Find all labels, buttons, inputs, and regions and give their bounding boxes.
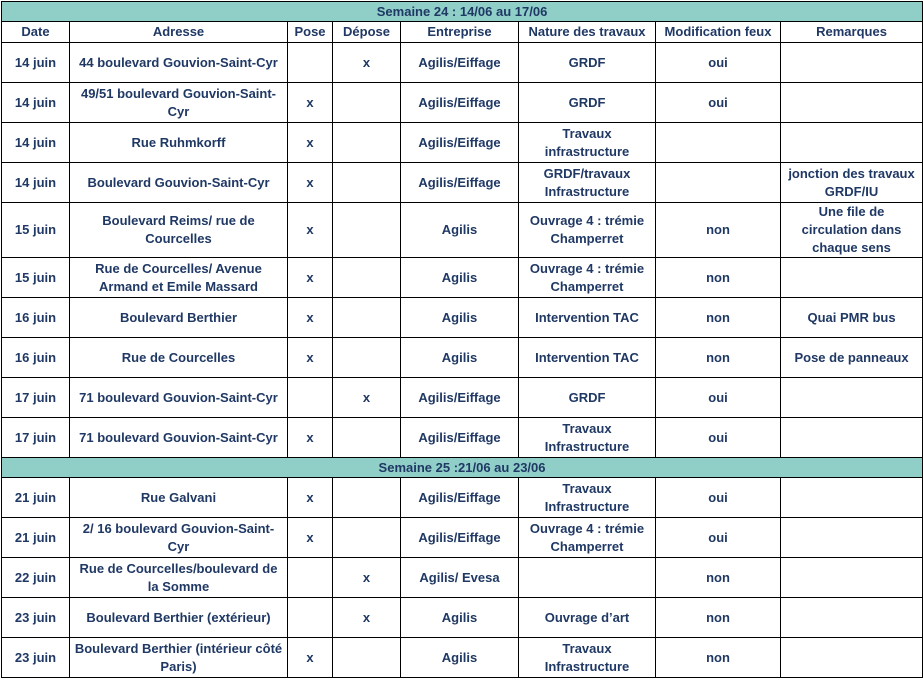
cell-entreprise: Agilis/Eiffage xyxy=(401,378,519,418)
cell-modification: non xyxy=(656,558,781,598)
cell-date: 17 juin xyxy=(2,418,70,458)
cell-date: 15 juin xyxy=(2,258,70,298)
cell-modification: non xyxy=(656,258,781,298)
cell-remarques: Quai PMR bus xyxy=(781,298,923,338)
cell-entreprise: Agilis xyxy=(401,298,519,338)
cell-depose xyxy=(333,338,401,378)
cell-adresse: 71 boulevard Gouvion-Saint-Cyr xyxy=(70,418,288,458)
week-title: Semaine 25 :21/06 au 23/06 xyxy=(2,458,923,478)
cell-adresse: 2/ 16 boulevard Gouvion-Saint-Cyr xyxy=(70,518,288,558)
cell-adresse: Rue de Courcelles/boulevard de la Somme xyxy=(70,558,288,598)
cell-date: 21 juin xyxy=(2,478,70,518)
cell-adresse: 44 boulevard Gouvion-Saint-Cyr xyxy=(70,43,288,83)
cell-depose xyxy=(333,298,401,338)
cell-adresse: Rue Galvani xyxy=(70,478,288,518)
cell-depose xyxy=(333,83,401,123)
cell-nature: Travaux infrastructure xyxy=(519,123,656,163)
cell-remarques xyxy=(781,558,923,598)
cell-pose: x xyxy=(288,203,333,258)
cell-date: 14 juin xyxy=(2,83,70,123)
cell-pose: x xyxy=(288,258,333,298)
cell-nature: Ouvrage d’art xyxy=(519,598,656,638)
cell-adresse: Rue de Courcelles xyxy=(70,338,288,378)
cell-nature: GRDF xyxy=(519,378,656,418)
cell-remarques xyxy=(781,478,923,518)
cell-modification: non xyxy=(656,298,781,338)
cell-remarques xyxy=(781,123,923,163)
cell-nature: Ouvrage 4 : trémie Champerret xyxy=(519,518,656,558)
table-row xyxy=(2,478,923,518)
cell-depose xyxy=(333,258,401,298)
cell-date: 21 juin xyxy=(2,518,70,558)
column-header-pose: Pose xyxy=(288,22,333,43)
cell-modification: oui xyxy=(656,378,781,418)
column-header-date: Date xyxy=(2,22,70,43)
cell-remarques xyxy=(781,43,923,83)
week-header-row xyxy=(2,458,923,478)
cell-modification: non xyxy=(656,203,781,258)
cell-nature: Travaux Infrastructure xyxy=(519,418,656,458)
week-header-row xyxy=(2,2,923,22)
cell-pose: x xyxy=(288,478,333,518)
cell-date: 16 juin xyxy=(2,298,70,338)
column-header-entreprise: Entreprise xyxy=(401,22,519,43)
cell-entreprise: Agilis xyxy=(401,203,519,258)
cell-entreprise: Agilis/Eiffage xyxy=(401,478,519,518)
cell-entreprise: Agilis/Eiffage xyxy=(401,163,519,203)
cell-depose xyxy=(333,518,401,558)
cell-date: 14 juin xyxy=(2,43,70,83)
cell-date: 22 juin xyxy=(2,558,70,598)
cell-entreprise: Agilis/Eiffage xyxy=(401,43,519,83)
cell-remarques xyxy=(781,638,923,678)
table-row xyxy=(2,123,923,163)
cell-date: 14 juin xyxy=(2,123,70,163)
cell-entreprise: Agilis xyxy=(401,598,519,638)
cell-depose xyxy=(333,123,401,163)
cell-pose: x xyxy=(288,163,333,203)
cell-remarques xyxy=(781,518,923,558)
cell-pose xyxy=(288,378,333,418)
table-row xyxy=(2,338,923,378)
column-header-nature: Nature des travaux xyxy=(519,22,656,43)
cell-adresse: Boulevard Gouvion-Saint-Cyr xyxy=(70,163,288,203)
cell-nature xyxy=(519,558,656,598)
cell-modification: oui xyxy=(656,518,781,558)
cell-nature: Ouvrage 4 : trémie Champerret xyxy=(519,258,656,298)
column-header-modification: Modification feux xyxy=(656,22,781,43)
table-row xyxy=(2,258,923,298)
cell-adresse: Boulevard Berthier (extérieur) xyxy=(70,598,288,638)
cell-pose: x xyxy=(288,298,333,338)
cell-adresse: 71 boulevard Gouvion-Saint-Cyr xyxy=(70,378,288,418)
column-header-adresse: Adresse xyxy=(70,22,288,43)
cell-pose xyxy=(288,43,333,83)
table-row xyxy=(2,43,923,83)
cell-depose xyxy=(333,418,401,458)
cell-modification: oui xyxy=(656,43,781,83)
works-schedule-table xyxy=(1,1,923,678)
cell-remarques: Pose de panneaux xyxy=(781,338,923,378)
cell-pose: x xyxy=(288,418,333,458)
table-row xyxy=(2,298,923,338)
cell-remarques xyxy=(781,258,923,298)
table-row xyxy=(2,558,923,598)
column-header-row xyxy=(2,22,923,43)
table-row xyxy=(2,203,923,258)
cell-depose: x xyxy=(333,558,401,598)
cell-remarques xyxy=(781,378,923,418)
cell-adresse: Boulevard Reims/ rue de Courcelles xyxy=(70,203,288,258)
week-title: Semaine 24 : 14/06 au 17/06 xyxy=(2,2,923,22)
cell-entreprise: Agilis/ Evesa xyxy=(401,558,519,598)
cell-depose xyxy=(333,638,401,678)
cell-entreprise: Agilis/Eiffage xyxy=(401,123,519,163)
cell-modification: non xyxy=(656,598,781,638)
table-row xyxy=(2,598,923,638)
cell-pose: x xyxy=(288,83,333,123)
cell-nature: Intervention TAC xyxy=(519,298,656,338)
cell-adresse: Rue Ruhmkorff xyxy=(70,123,288,163)
cell-nature: Travaux Infrastructure xyxy=(519,478,656,518)
cell-date: 23 juin xyxy=(2,598,70,638)
cell-adresse: Boulevard Berthier xyxy=(70,298,288,338)
cell-pose: x xyxy=(288,518,333,558)
cell-modification: oui xyxy=(656,418,781,458)
cell-nature: GRDF/travaux Infrastructure xyxy=(519,163,656,203)
cell-pose xyxy=(288,558,333,598)
cell-pose: x xyxy=(288,638,333,678)
cell-depose xyxy=(333,203,401,258)
table-row xyxy=(2,518,923,558)
cell-remarques xyxy=(781,418,923,458)
cell-remarques: Une file de circulation dans chaque sens xyxy=(781,203,923,258)
column-header-depose: Dépose xyxy=(333,22,401,43)
cell-depose: x xyxy=(333,378,401,418)
cell-depose xyxy=(333,478,401,518)
cell-date: 17 juin xyxy=(2,378,70,418)
cell-nature: GRDF xyxy=(519,83,656,123)
cell-modification xyxy=(656,123,781,163)
cell-adresse: 49/51 boulevard Gouvion-Saint-Cyr xyxy=(70,83,288,123)
cell-modification: oui xyxy=(656,478,781,518)
table-row xyxy=(2,638,923,678)
cell-modification: oui xyxy=(656,83,781,123)
table-row xyxy=(2,163,923,203)
cell-nature: Travaux Infrastructure xyxy=(519,638,656,678)
cell-date: 23 juin xyxy=(2,638,70,678)
table-row xyxy=(2,378,923,418)
table-row xyxy=(2,418,923,458)
cell-modification: non xyxy=(656,338,781,378)
cell-pose xyxy=(288,598,333,638)
cell-adresse: Rue de Courcelles/ Avenue Armand et Emile Massard xyxy=(70,258,288,298)
cell-entreprise: Agilis xyxy=(401,258,519,298)
cell-remarques xyxy=(781,598,923,638)
column-header-remarques: Remarques xyxy=(781,22,923,43)
cell-date: 14 juin xyxy=(2,163,70,203)
cell-modification: non xyxy=(656,638,781,678)
table-row xyxy=(2,83,923,123)
cell-depose: x xyxy=(333,598,401,638)
cell-nature: GRDF xyxy=(519,43,656,83)
cell-depose: x xyxy=(333,43,401,83)
cell-pose: x xyxy=(288,338,333,378)
cell-entreprise: Agilis/Eiffage xyxy=(401,518,519,558)
cell-modification xyxy=(656,163,781,203)
cell-adresse: Boulevard Berthier (intérieur côté Paris) xyxy=(70,638,288,678)
cell-entreprise: Agilis xyxy=(401,338,519,378)
cell-nature: Ouvrage 4 : trémie Champerret xyxy=(519,203,656,258)
cell-pose: x xyxy=(288,123,333,163)
cell-entreprise: Agilis/Eiffage xyxy=(401,418,519,458)
cell-remarques: jonction des travaux GRDF/IU xyxy=(781,163,923,203)
cell-date: 15 juin xyxy=(2,203,70,258)
cell-entreprise: Agilis/Eiffage xyxy=(401,83,519,123)
cell-nature: Intervention TAC xyxy=(519,338,656,378)
cell-depose xyxy=(333,163,401,203)
cell-date: 16 juin xyxy=(2,338,70,378)
cell-entreprise: Agilis xyxy=(401,638,519,678)
cell-remarques xyxy=(781,83,923,123)
